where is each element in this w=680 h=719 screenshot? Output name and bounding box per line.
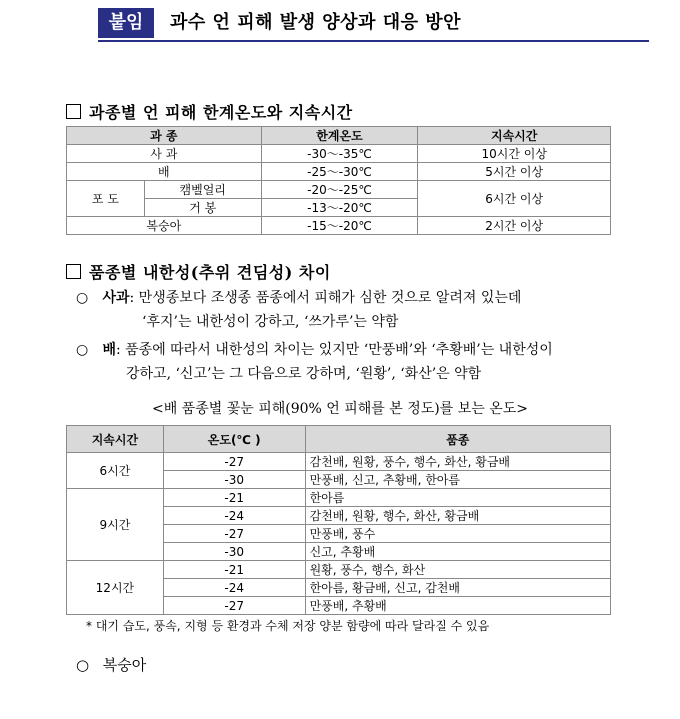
cell-variety: 캠벨얼리 xyxy=(144,181,261,199)
cell-temp: -21 xyxy=(163,561,305,579)
pear-flower-bud-table xyxy=(66,425,611,615)
pear-paragraph xyxy=(76,340,636,384)
cell-varieties: 만풍배, 풍수 xyxy=(305,525,610,543)
apple-paragraph xyxy=(76,288,636,332)
cell-temp: -30～-35℃ xyxy=(261,145,418,163)
cell-temp: -21 xyxy=(163,489,305,507)
cell-fruit: 복숭아 xyxy=(67,217,262,235)
document-header xyxy=(98,8,649,42)
header-duration: 지속시간 xyxy=(418,127,611,145)
header-variety: 품종 xyxy=(305,426,610,453)
cell-temp: -27 xyxy=(163,525,305,543)
cell-varieties: 신고, 추황배 xyxy=(305,543,610,561)
cell-fruit: 포 도 xyxy=(67,181,145,217)
footnote: * 대기 습도, 풍속, 지형 등 환경과 수체 저장 양분 함량에 따라 달라질 수 있음 xyxy=(86,619,490,633)
table-row xyxy=(67,163,611,181)
peach-heading xyxy=(76,655,146,675)
pear-label: 배 xyxy=(102,342,116,358)
cell-varieties: 한아름 xyxy=(305,489,610,507)
apple-line1 xyxy=(76,288,636,308)
cell-varieties: 감천배, 원황, 행수, 화산, 황금배 xyxy=(305,507,610,525)
cell-duration: 2시간 이상 xyxy=(418,217,611,235)
cell-varieties: 원황, 풍수, 행수, 화산 xyxy=(305,561,610,579)
header-rule xyxy=(98,40,649,42)
apple-line2: ‘후지’는 내한성이 강하고, ‘쓰가루’는 약함 xyxy=(142,314,399,330)
cell-temp: -24 xyxy=(163,579,305,597)
cell-duration: 12시간 xyxy=(67,561,164,615)
circle-bullet-icon: ○ xyxy=(76,342,89,358)
table-row xyxy=(67,145,611,163)
section1-heading xyxy=(66,100,353,123)
header-temperature: 온도(℃ ) xyxy=(163,426,305,453)
cell-temp: -20～-25℃ xyxy=(261,181,418,199)
circle-bullet-icon: ○ xyxy=(76,656,90,674)
table-row xyxy=(67,217,611,235)
cell-temp: -27 xyxy=(163,453,305,471)
temperature-limit-table xyxy=(66,126,611,235)
cell-duration: 10시간 이상 xyxy=(418,145,611,163)
cell-varieties: 한아름, 황금배, 신고, 감천배 xyxy=(305,579,610,597)
table-row xyxy=(67,453,611,471)
table-header-row xyxy=(67,127,611,145)
cell-temp: -25～-30℃ xyxy=(261,163,418,181)
section2-heading xyxy=(66,260,331,283)
cell-fruit: 배 xyxy=(67,163,262,181)
cell-varieties: 만풍배, 추황배 xyxy=(305,597,610,615)
cell-duration: 5시간 이상 xyxy=(418,163,611,181)
cell-temp: -27 xyxy=(163,597,305,615)
cell-varieties: 만풍배, 신고, 추황배, 한아름 xyxy=(305,471,610,489)
cell-duration: 9시간 xyxy=(67,489,164,561)
pear-line1 xyxy=(76,340,636,360)
header-duration: 지속시간 xyxy=(67,426,164,453)
pear-text1: : 품종에 따라서 내한성의 차이는 있지만 ‘만풍배’와 ‘추황배’는 내한성이 xyxy=(115,342,553,358)
peach-label: 복숭아 xyxy=(102,656,147,674)
checkbox-square-icon xyxy=(66,264,81,279)
pear-table-caption: <배 품종별 꽃눈 피해(90% 언 피해를 본 정도)를 보는 온도> xyxy=(151,401,529,417)
pear-line2: 강하고, ‘신고’는 그 다음으로 강하며, ‘원황’, ‘화산’은 약함 xyxy=(126,366,482,382)
table-header-row xyxy=(67,426,611,453)
section2-title: 품종별 내한성(추위 견딤성) 차이 xyxy=(89,263,331,282)
table-row xyxy=(67,181,611,199)
header-cultivar: 과 종 xyxy=(67,127,262,145)
document-title: 과수 언 피해 발생 양상과 대응 방안 xyxy=(170,12,462,33)
cell-temp: -15～-20℃ xyxy=(261,217,418,235)
table-row xyxy=(67,489,611,507)
cell-temp: -13～-20℃ xyxy=(261,199,418,217)
cell-temp: -24 xyxy=(163,507,305,525)
header-limit-temp: 한계온도 xyxy=(261,127,418,145)
table-row xyxy=(67,561,611,579)
apple-label: 사과 xyxy=(102,290,130,306)
apple-text1: : 만생종보다 조생종 품종에서 피해가 심한 것으로 알려져 있는데 xyxy=(129,290,522,306)
cell-varieties: 감천배, 원황, 풍수, 행수, 화산, 황금배 xyxy=(305,453,610,471)
cell-fruit: 사 과 xyxy=(67,145,262,163)
attachment-badge: 붙임 xyxy=(98,8,154,38)
cell-duration: 6시간 xyxy=(67,453,164,489)
cell-variety: 거 봉 xyxy=(144,199,261,217)
circle-bullet-icon: ○ xyxy=(76,290,89,306)
section1-title: 과종별 언 피해 한계온도와 지속시간 xyxy=(89,103,353,122)
checkbox-square-icon xyxy=(66,104,81,119)
cell-temp: -30 xyxy=(163,543,305,561)
cell-temp: -30 xyxy=(163,471,305,489)
cell-duration: 6시간 이상 xyxy=(418,181,611,217)
